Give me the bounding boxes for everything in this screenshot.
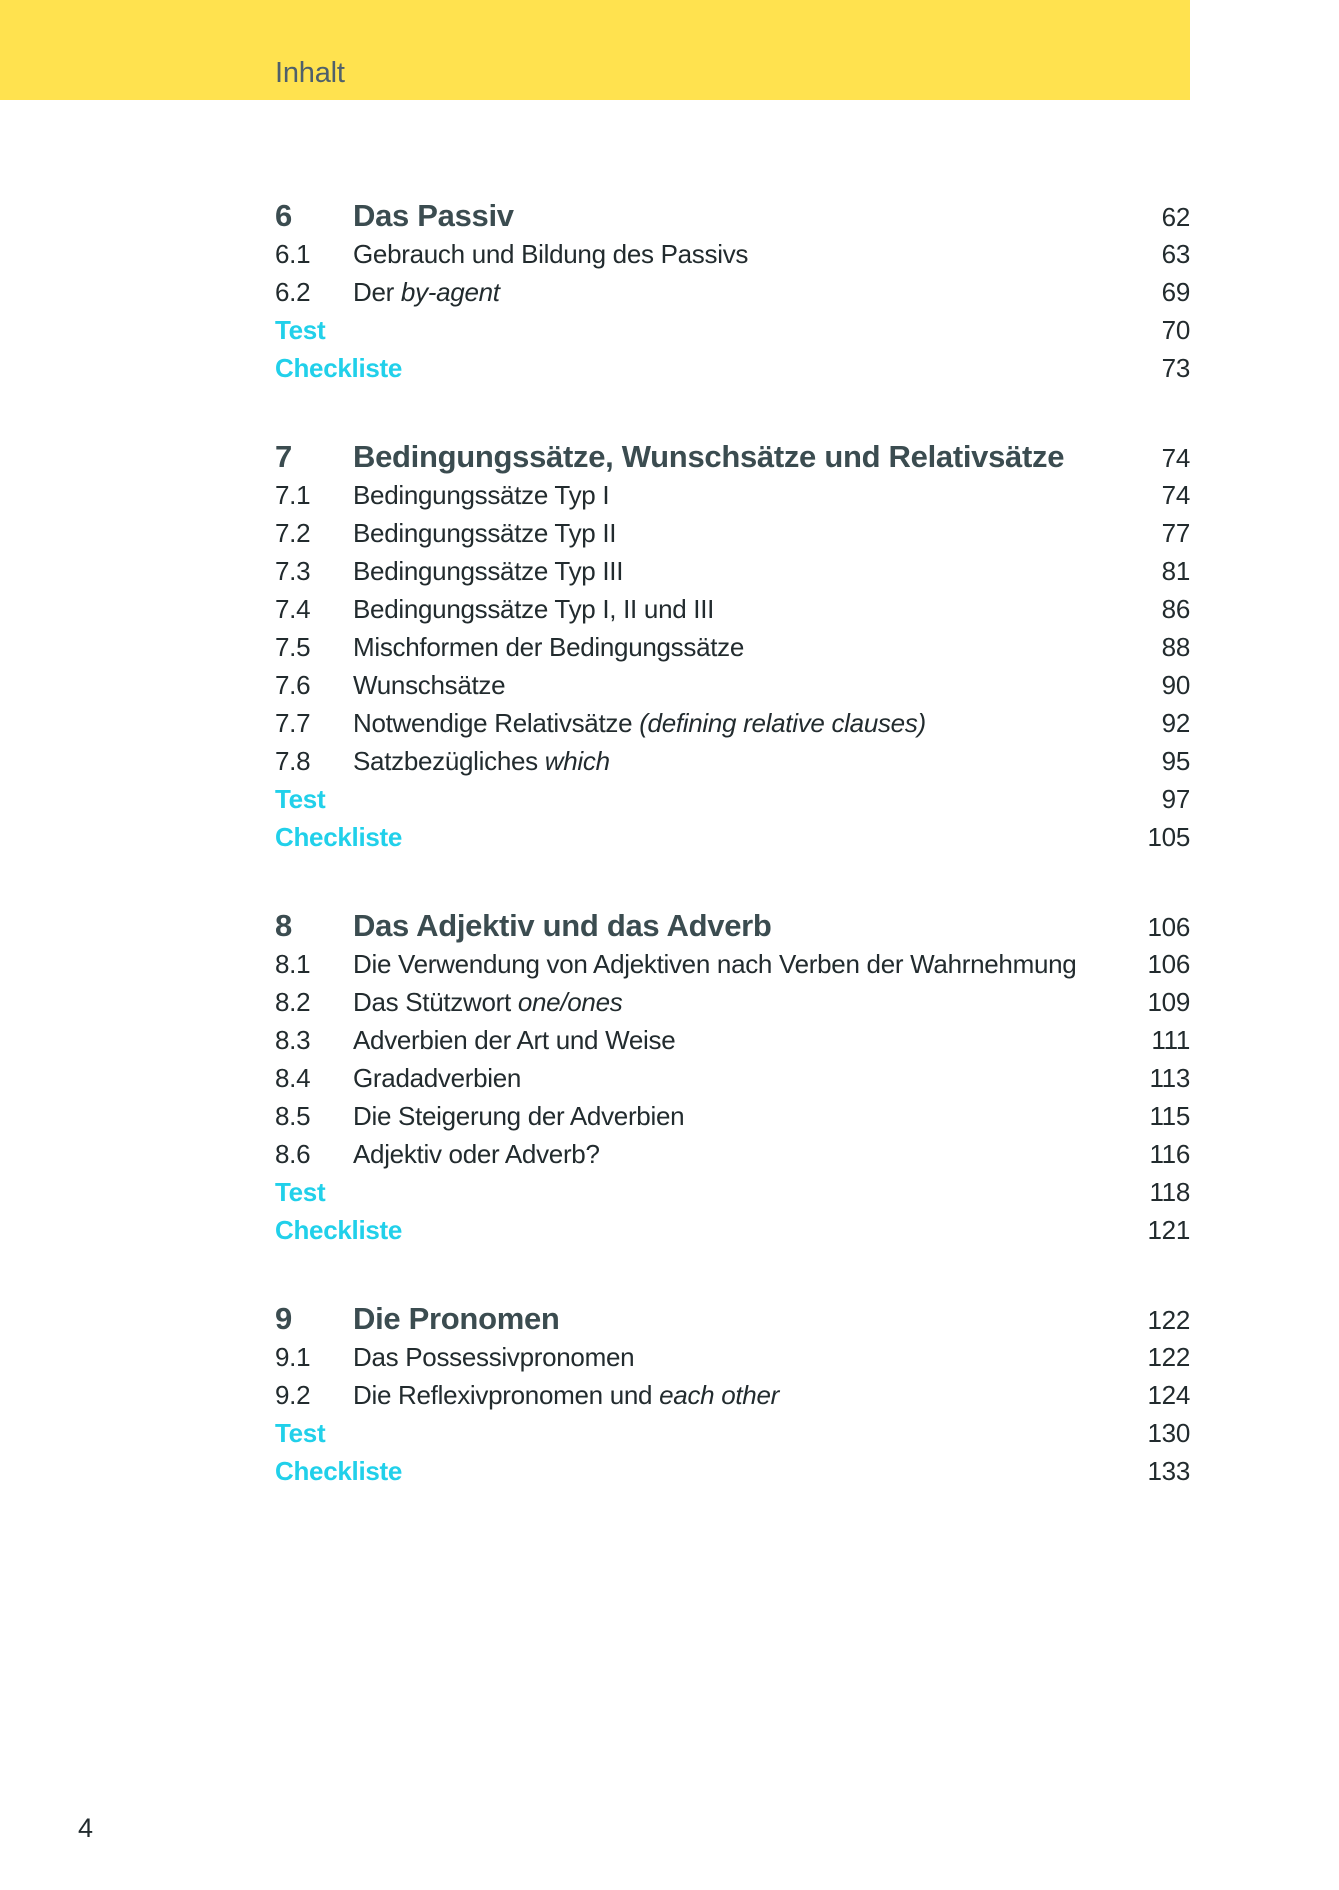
title-text: Das Adjektiv und das Adverb bbox=[353, 908, 772, 943]
toc-section-6 bbox=[275, 197, 1190, 387]
chapter-title bbox=[353, 1300, 1148, 1338]
toc-meta-row bbox=[275, 349, 1190, 387]
page-number: 133 bbox=[1147, 1456, 1190, 1486]
chapter-title bbox=[353, 1021, 1151, 1059]
title-text: Bedingungssätze, Wunschsätze und Relativsätze bbox=[353, 439, 1065, 474]
checkliste-label: Checkliste bbox=[275, 822, 403, 852]
title-text: Der bbox=[353, 277, 401, 307]
toc-row bbox=[275, 273, 1190, 311]
chapter-number: 7.4 bbox=[275, 594, 311, 624]
page-number: 97 bbox=[1161, 784, 1190, 814]
toc-section-9 bbox=[275, 1300, 1190, 1490]
page-number: 92 bbox=[1161, 708, 1190, 738]
title-text: Gradadverbien bbox=[353, 1063, 522, 1093]
title-text: Das Possessivpronomen bbox=[353, 1342, 635, 1372]
toc-row bbox=[275, 628, 1190, 666]
chapter-number: 7.2 bbox=[275, 518, 311, 548]
toc-row bbox=[275, 983, 1190, 1021]
page-number: 122 bbox=[1147, 1305, 1190, 1335]
chapter-title bbox=[353, 476, 1162, 514]
chapter-title bbox=[353, 983, 1148, 1021]
test-label: Test bbox=[275, 315, 326, 345]
page-number: 73 bbox=[1161, 353, 1190, 383]
chapter-title bbox=[353, 273, 1162, 311]
page-number: 106 bbox=[1147, 949, 1190, 979]
chapter-title bbox=[353, 514, 1162, 552]
page-number: 121 bbox=[1147, 1215, 1190, 1245]
chapter-title bbox=[353, 1059, 1149, 1097]
chapter-title bbox=[353, 552, 1162, 590]
page-number: 81 bbox=[1161, 556, 1190, 586]
toc-row bbox=[275, 476, 1190, 514]
italic-term: (defining relative clauses) bbox=[639, 708, 926, 738]
page-number: 90 bbox=[1161, 670, 1190, 700]
title-text: Bedingungssätze Typ I bbox=[353, 480, 610, 510]
toc-heading-row bbox=[275, 1300, 1190, 1338]
toc-meta-row bbox=[275, 780, 1190, 818]
chapter-title bbox=[353, 704, 1162, 742]
title-text: Adjektiv oder Adverb? bbox=[353, 1139, 600, 1169]
chapter-number: 7.1 bbox=[275, 480, 311, 510]
page-number: 70 bbox=[1161, 315, 1190, 345]
chapter-number: 9 bbox=[275, 1301, 292, 1336]
chapter-number: 6 bbox=[275, 198, 292, 233]
page-number: 113 bbox=[1149, 1063, 1190, 1093]
chapter-title bbox=[353, 197, 1162, 235]
checkliste-label: Checkliste bbox=[275, 1215, 403, 1245]
chapter-title bbox=[353, 628, 1162, 666]
page-number: 74 bbox=[1161, 443, 1190, 473]
chapter-title bbox=[353, 590, 1162, 628]
toc-meta-row bbox=[275, 818, 1190, 856]
toc-row bbox=[275, 1338, 1190, 1376]
toc-heading-row bbox=[275, 197, 1190, 235]
chapter-title bbox=[353, 1338, 1148, 1376]
title-text: Notwendige Relativsätze bbox=[353, 708, 640, 738]
toc-row bbox=[275, 1021, 1190, 1059]
chapter-number: 6.2 bbox=[275, 277, 311, 307]
chapter-number: 7.7 bbox=[275, 708, 311, 738]
title-text: Bedingungssätze Typ I, II und III bbox=[353, 594, 715, 624]
chapter-number: 8.6 bbox=[275, 1139, 311, 1169]
chapter-number: 8.5 bbox=[275, 1101, 311, 1131]
title-text: Bedingungssätze Typ III bbox=[353, 556, 624, 586]
page-number: 109 bbox=[1147, 987, 1190, 1017]
title-text: Bedingungssätze Typ II bbox=[353, 518, 617, 548]
title-text: Wunschsätze bbox=[353, 670, 506, 700]
toc-row bbox=[275, 1376, 1190, 1414]
toc-heading-row bbox=[275, 438, 1190, 476]
chapter-title bbox=[353, 438, 1162, 476]
toc-row bbox=[275, 1135, 1190, 1173]
chapter-number: 8.4 bbox=[275, 1063, 311, 1093]
chapter-number: 6.1 bbox=[275, 239, 311, 269]
page-number: 124 bbox=[1147, 1380, 1190, 1410]
chapter-title bbox=[353, 1097, 1149, 1135]
toc-row bbox=[275, 704, 1190, 742]
page-number: 118 bbox=[1149, 1177, 1190, 1207]
chapter-number: 9.1 bbox=[275, 1342, 311, 1372]
chapter-title bbox=[353, 907, 1148, 945]
page-number: 116 bbox=[1149, 1139, 1190, 1169]
italic-term: which bbox=[544, 746, 610, 776]
chapter-number: 9.2 bbox=[275, 1380, 311, 1410]
toc-row bbox=[275, 590, 1190, 628]
toc-row bbox=[275, 742, 1190, 780]
toc-row bbox=[275, 1059, 1190, 1097]
page-title: Inhalt bbox=[275, 57, 345, 89]
page-number: 62 bbox=[1161, 202, 1190, 232]
page-number: 88 bbox=[1161, 632, 1190, 662]
chapter-number: 8 bbox=[275, 908, 292, 943]
toc-section-7 bbox=[275, 438, 1190, 856]
chapter-title bbox=[353, 742, 1162, 780]
toc bbox=[275, 197, 1190, 1541]
title-text: Mischformen der Bedingungssätze bbox=[353, 632, 745, 662]
chapter-title bbox=[353, 1135, 1149, 1173]
header-bar bbox=[0, 0, 1190, 100]
chapter-number: 8.3 bbox=[275, 1025, 311, 1055]
test-label: Test bbox=[275, 784, 326, 814]
italic-term: by-agent bbox=[400, 277, 500, 307]
page-number: 74 bbox=[1161, 480, 1190, 510]
page-number: 69 bbox=[1161, 277, 1190, 307]
title-text: Die Verwendung von Adjektiven nach Verben der Wahrnehmung bbox=[353, 949, 1077, 979]
chapter-number: 7.8 bbox=[275, 746, 311, 776]
checkliste-label: Checkliste bbox=[275, 1456, 403, 1486]
chapter-number: 7 bbox=[275, 439, 292, 474]
chapter-title bbox=[353, 666, 1162, 704]
toc-meta-row bbox=[275, 1414, 1190, 1452]
italic-term: each other bbox=[659, 1380, 779, 1410]
test-label: Test bbox=[275, 1177, 326, 1207]
page-number: 115 bbox=[1149, 1101, 1190, 1131]
page-number: 130 bbox=[1147, 1418, 1190, 1448]
toc-meta-row bbox=[275, 311, 1190, 349]
chapter-number: 8.2 bbox=[275, 987, 311, 1017]
title-text: Das Passiv bbox=[353, 198, 514, 233]
toc-row bbox=[275, 514, 1190, 552]
title-text: Das Stützwort bbox=[353, 987, 518, 1017]
italic-term: one/ones bbox=[517, 987, 623, 1017]
page-number: 95 bbox=[1161, 746, 1190, 776]
page-number: 111 bbox=[1151, 1025, 1190, 1055]
chapter-title bbox=[353, 1376, 1148, 1414]
toc-row bbox=[275, 666, 1190, 704]
title-text: Adverbien der Art und Weise bbox=[353, 1025, 676, 1055]
page-number: 122 bbox=[1147, 1342, 1190, 1372]
checkliste-label: Checkliste bbox=[275, 353, 403, 383]
page-number: 77 bbox=[1161, 518, 1190, 548]
title-text: Die Reflexivpronomen und bbox=[353, 1380, 660, 1410]
toc-row bbox=[275, 552, 1190, 590]
chapter-number: 7.3 bbox=[275, 556, 311, 586]
test-label: Test bbox=[275, 1418, 326, 1448]
toc-meta-row bbox=[275, 1173, 1190, 1211]
folio-page-number: 4 bbox=[78, 1813, 94, 1843]
toc-row bbox=[275, 235, 1190, 273]
title-text: Die Pronomen bbox=[353, 1301, 560, 1336]
toc-section-8 bbox=[275, 907, 1190, 1249]
toc-meta-row bbox=[275, 1452, 1190, 1490]
toc-meta-row bbox=[275, 1211, 1190, 1249]
page-number: 105 bbox=[1147, 822, 1190, 852]
chapter-number: 7.5 bbox=[275, 632, 311, 662]
chapter-title bbox=[353, 235, 1162, 273]
toc-row bbox=[275, 945, 1190, 983]
title-text: Satzbezügliches bbox=[353, 746, 545, 776]
toc-heading-row bbox=[275, 907, 1190, 945]
title-text: Gebrauch und Bildung des Passivs bbox=[353, 239, 749, 269]
page-number: 106 bbox=[1147, 912, 1190, 942]
chapter-title bbox=[353, 945, 1148, 983]
toc-row bbox=[275, 1097, 1190, 1135]
title-text: Die Steigerung der Adverbien bbox=[353, 1101, 685, 1131]
page-number: 63 bbox=[1161, 239, 1190, 269]
chapter-number: 7.6 bbox=[275, 670, 311, 700]
chapter-number: 8.1 bbox=[275, 949, 311, 979]
page-number: 86 bbox=[1161, 594, 1190, 624]
